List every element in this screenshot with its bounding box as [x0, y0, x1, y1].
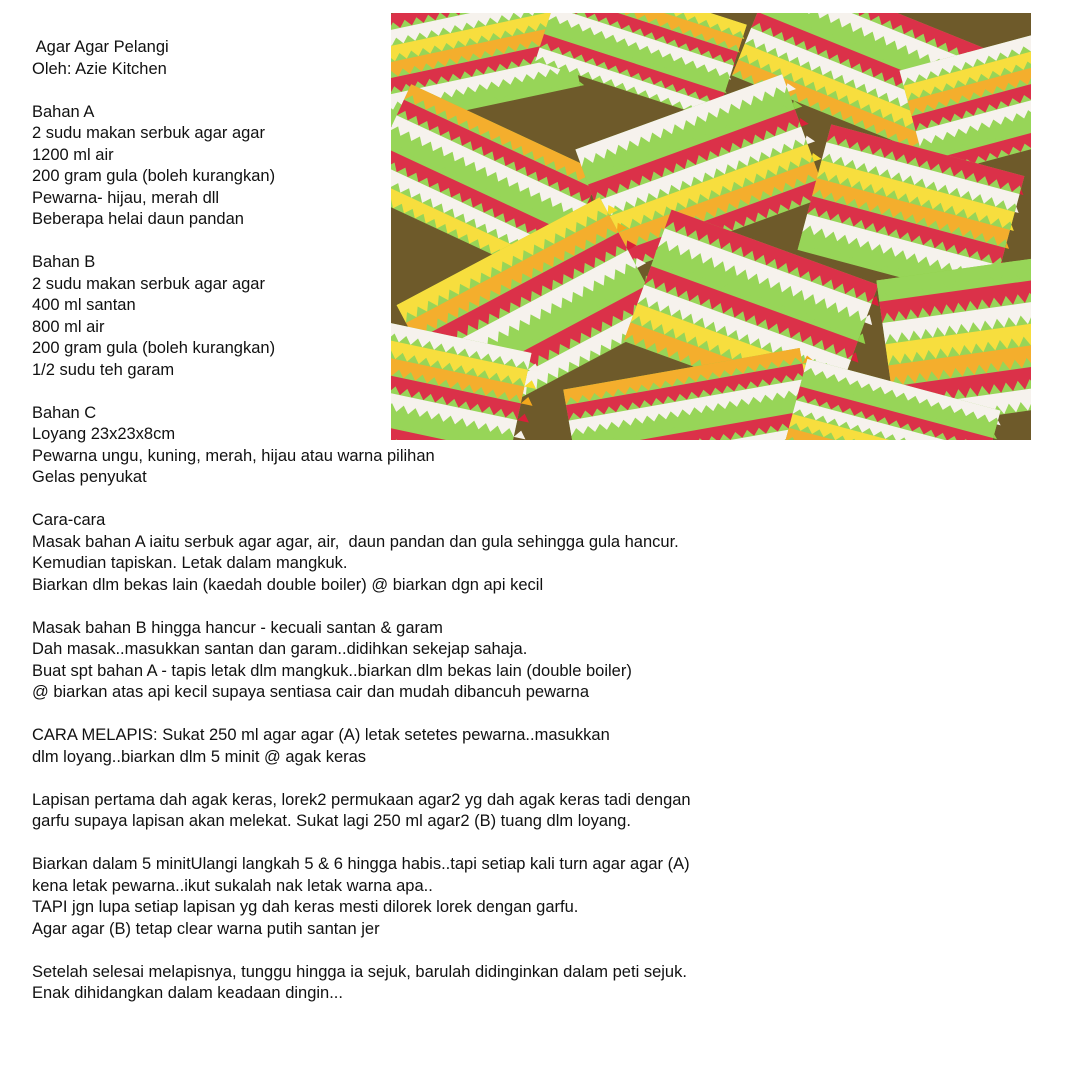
- ingredient-line: Loyang 23x23x8cm: [32, 425, 176, 443]
- ingredient-line: 200 gram gula (boleh kurangkan): [32, 339, 276, 357]
- instruction-line: Masak bahan A iaitu serbuk agar agar, air, daun pandan dan gula sehingga gula hancur.: [32, 532, 679, 551]
- instruction-line: TAPI jgn lupa setiap lapisan yg dah keras mesti dilorek lorek dengan garfu.: [32, 898, 579, 916]
- recipe-author: Oleh: Azie Kitchen: [32, 59, 167, 78]
- instruction-line: Masak bahan B hingga hancur - kecuali santan & garam: [32, 618, 443, 637]
- instruction-line: Dah masak..masukkan santan dan garam..didihkan sekejap sahaja.: [32, 640, 528, 658]
- ingredient-line: 400 ml santan: [32, 296, 136, 314]
- ingredient-line: Pewarna- hijau, merah dll: [32, 188, 220, 207]
- section-heading-bahan-a: Bahan A: [32, 102, 95, 121]
- ingredient-line: 2 sudu makan serbuk agar agar: [32, 274, 265, 293]
- instruction-line: Kemudian tapiskan. Letak dalam mangkuk.: [32, 554, 348, 572]
- instruction-line: Biarkan dalam 5 minitUlangi langkah 5 & 6 hingga habis..tapi setiap kali turn agar agar (A): [32, 855, 690, 873]
- ingredient-line: 2 sudu makan serbuk agar agar: [32, 124, 265, 142]
- instruction-line: Setelah selesai melapisnya, tunggu hingga ia sejuk, barulah didinginkan dalam peti sejuk.: [32, 962, 687, 981]
- section-heading-bahan-b: Bahan B: [32, 253, 96, 271]
- instruction-line: Agar agar (B) tetap clear warna putih santan jer: [32, 919, 380, 938]
- ingredient-line: 1/2 sudu teh garam: [32, 360, 175, 379]
- ingredient-line: 200 gram gula (boleh kurangkan): [32, 167, 276, 185]
- instruction-line: dlm loyang..biarkan dlm 5 minit @ agak keras: [32, 747, 367, 766]
- recipe-title: Agar Agar Pelangi: [32, 38, 169, 56]
- ingredient-line: Beberapa helai daun pandan: [32, 210, 244, 228]
- layered-jelly-illustration: [391, 13, 1031, 440]
- instruction-line: @ biarkan atas api kecil supaya sentiasa cair dan mudah dibancuh pewarna: [32, 683, 590, 701]
- section-heading-cara: Cara-cara: [32, 511, 106, 529]
- instruction-line: CARA MELAPIS: Sukat 250 ml agar agar (A) letak setetes pewarna..masukkan: [32, 726, 610, 744]
- ingredient-line: Pewarna ungu, kuning, merah, hijau atau warna pilihan: [32, 446, 435, 465]
- instruction-line: Biarkan dlm bekas lain (kaedah double boiler) @ biarkan dgn api kecil: [32, 575, 544, 594]
- ingredient-line: 800 ml air: [32, 317, 105, 336]
- instruction-line: Enak dihidangkan dalam keadaan dingin...: [32, 984, 343, 1002]
- instruction-line: kena letak pewarna..ikut sukalah nak letak warna apa..: [32, 876, 433, 895]
- instruction-line: garfu supaya lapisan akan melekat. Sukat lagi 250 ml agar2 (B) tuang dlm loyang.: [32, 812, 631, 830]
- ingredient-line: 1200 ml air: [32, 145, 114, 164]
- instruction-line: Lapisan pertama dah agak keras, lorek2 permukaan agar2 yg dah agak keras tadi dengan: [32, 790, 691, 809]
- instruction-line: Buat spt bahan A - tapis letak dlm mangkuk..biarkan dlm bekas lain (double boiler): [32, 661, 632, 680]
- agar-agar-photo: [391, 13, 1031, 440]
- ingredient-line: Gelas penyukat: [32, 468, 147, 486]
- section-heading-bahan-c: Bahan C: [32, 403, 97, 422]
